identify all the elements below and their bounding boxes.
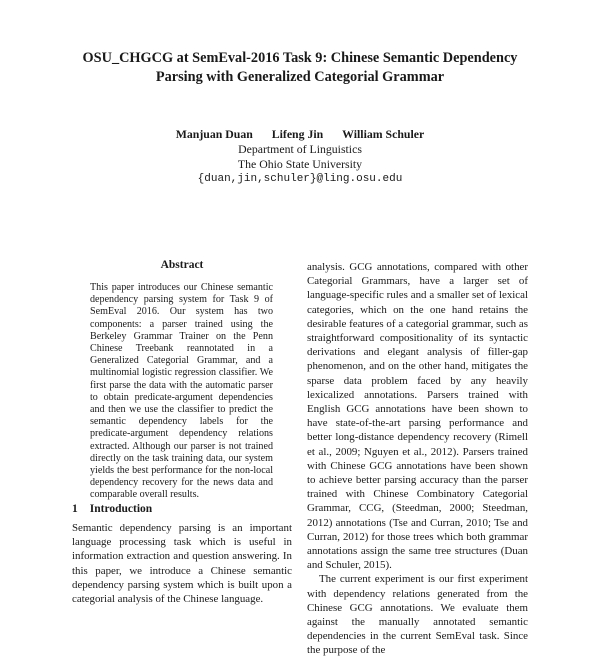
section-title: Introduction bbox=[89, 503, 153, 515]
section-number: 1 bbox=[72, 503, 78, 515]
title-line-2: Parsing with Generalized Categorial Grammar bbox=[155, 69, 445, 85]
right-column bbox=[307, 260, 528, 658]
introduction-paragraph: Semantic dependency parsing is an important language processing task which is useful in information extraction and question answering. In this paper, we introduce a Chinese semantic dependency parsing system which is built upon a categorial analysis of the Chinese language. bbox=[72, 522, 292, 606]
abstract-paragraph: This paper introduces our Chinese semantic dependency parsing system for Task 9 of SemEval 2016. Our system has two components: a parser trained using the Berkeley Grammar Trainer on the Penn Chinese Treebank reannotated in a Generalized Categorial Grammar, and a multinomial logistic regression classifier. We first parse the data with the automatic parser to obtain predicate-argument dependencies and then we use the classifier to predict the semantic dependency labels for the predicate-argument dependency relations extracted. Although our parser is not trained directly on the task training data, our system yields the best performance for the non-local dependency recovery for the news data and comparable overall results. bbox=[90, 282, 273, 501]
author-name: Lifeng Jin bbox=[271, 127, 324, 141]
title-line-1: OSU_CHGCG at SemEval-2016 Task 9: Chinese Semantic Dependency bbox=[82, 50, 518, 66]
affiliation-university: The Ohio State University bbox=[237, 157, 363, 171]
section-heading-introduction bbox=[72, 503, 292, 515]
abstract-heading: Abstract bbox=[160, 259, 204, 271]
introduction-text bbox=[72, 521, 292, 606]
paper-title bbox=[40, 49, 560, 87]
right-column-paragraph-2: The current experiment is our first experiment with dependency relations generated from the Chinese GCG annotations. We evaluate them against the manually annotated semantic dependencies in the current SemEval task. Since the purpose of the bbox=[307, 573, 528, 657]
author-block bbox=[0, 127, 600, 187]
author-name: William Schuler bbox=[342, 127, 425, 141]
abstract-text bbox=[90, 282, 273, 502]
affiliation-department: Department of Linguistics bbox=[238, 142, 362, 156]
author-email: {duan,jin,schuler}@ling.osu.edu bbox=[197, 173, 403, 185]
author-name: Manjuan Duan bbox=[175, 127, 253, 141]
author-names bbox=[0, 127, 600, 142]
right-column-paragraph-1: analysis. GCG annotations, compared with other Categorial Grammars, have a larger set of language-specific rules and a smaller set of lexical categories, which on the one hand retains the desirable features of a categorial grammar, such as straightforward compositionality of its syntactic derivations and elegant analysis of filler-gap phenomenon, and on the other hand, mitigates the sparse data problem faced by any heavily lexicalized annotations. Parsers trained with English GCG annotations have been shown to have state-of-the-art parsing performance and better long-distance dependency recovery (Rimell et al., 2009; Nguyen et al., 2012). Parsers trained with Chinese GCG annotations have been shown to achieve better parsing accuracy than the parser trained with Chinese Combinatory Categorial Grammar, CCG, (Steedman, 2000; Steedman, 2012) annotations (Tse and Curran, 2010; Tse and Curran, 2012) for those trees which both grammar annotations assign the same tree structures (Duan and Schuler, 2015). bbox=[307, 261, 528, 572]
